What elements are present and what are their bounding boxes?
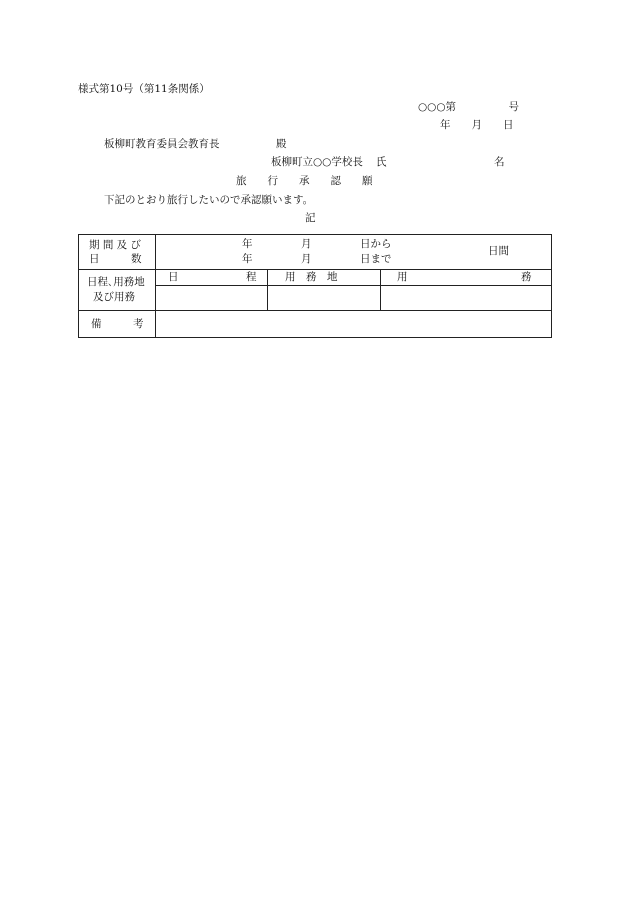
document-number: ○○○第 号 [418, 101, 519, 113]
schedule-label-line1: 日程､用務地 [87, 276, 145, 288]
body-text: 下記のとおり旅行したいので承認願います。 [104, 194, 314, 206]
schedule-column-header [156, 270, 268, 286]
business-entry-cell[interactable] [381, 286, 552, 311]
place-header: 用 務 地 [285, 271, 338, 283]
schedule-label-line2: 及び用務 [93, 291, 135, 303]
from-year: 年 [242, 238, 253, 250]
schedule-header-row [79, 270, 552, 286]
remarks-label: 備 考 [91, 318, 144, 330]
period-row [79, 235, 552, 270]
from-month: 月 [301, 238, 312, 250]
remarks-row [79, 311, 552, 338]
schedule-label-cell [79, 270, 156, 311]
addressee-honorific: 殿 [276, 138, 287, 150]
sender-name-label-shi: 氏 [376, 156, 387, 168]
from-day: 日から [360, 238, 392, 250]
period-label-cell [79, 235, 156, 270]
to-year: 年 [242, 253, 253, 265]
date-line: 年 月 日 [440, 119, 514, 131]
to-month: 月 [301, 253, 312, 265]
ki-heading: 記 [305, 212, 316, 224]
business-header-char2: 務 [521, 271, 532, 283]
schedule-entry-cell[interactable] [156, 286, 268, 311]
document-title: 旅 行 承 認 願 [236, 175, 373, 187]
period-value-cell[interactable] [156, 235, 552, 270]
form-number: 様式第10号（第11条関係） [78, 83, 210, 95]
remarks-entry-cell[interactable] [156, 311, 552, 338]
days-count: 日間 [488, 245, 509, 257]
place-column-header [268, 270, 381, 286]
place-entry-cell[interactable] [268, 286, 381, 311]
sender-name-label-mei: 名 [494, 156, 505, 168]
period-label-line1: 期 間 及 び [89, 239, 142, 251]
to-day: 日まで [360, 253, 392, 265]
business-column-header [381, 270, 552, 286]
addressee: 板柳町教育委員会教育長 [104, 138, 220, 150]
travel-approval-table [78, 234, 552, 338]
remarks-label-cell [79, 311, 156, 338]
schedule-header-char2: 程 [246, 271, 257, 283]
period-label-line2: 日 数 [89, 253, 142, 265]
business-header-char1: 用 [397, 271, 408, 283]
sender-school-principal: 板柳町立○○学校長 [271, 156, 363, 168]
schedule-header-char1: 日 [168, 271, 179, 283]
